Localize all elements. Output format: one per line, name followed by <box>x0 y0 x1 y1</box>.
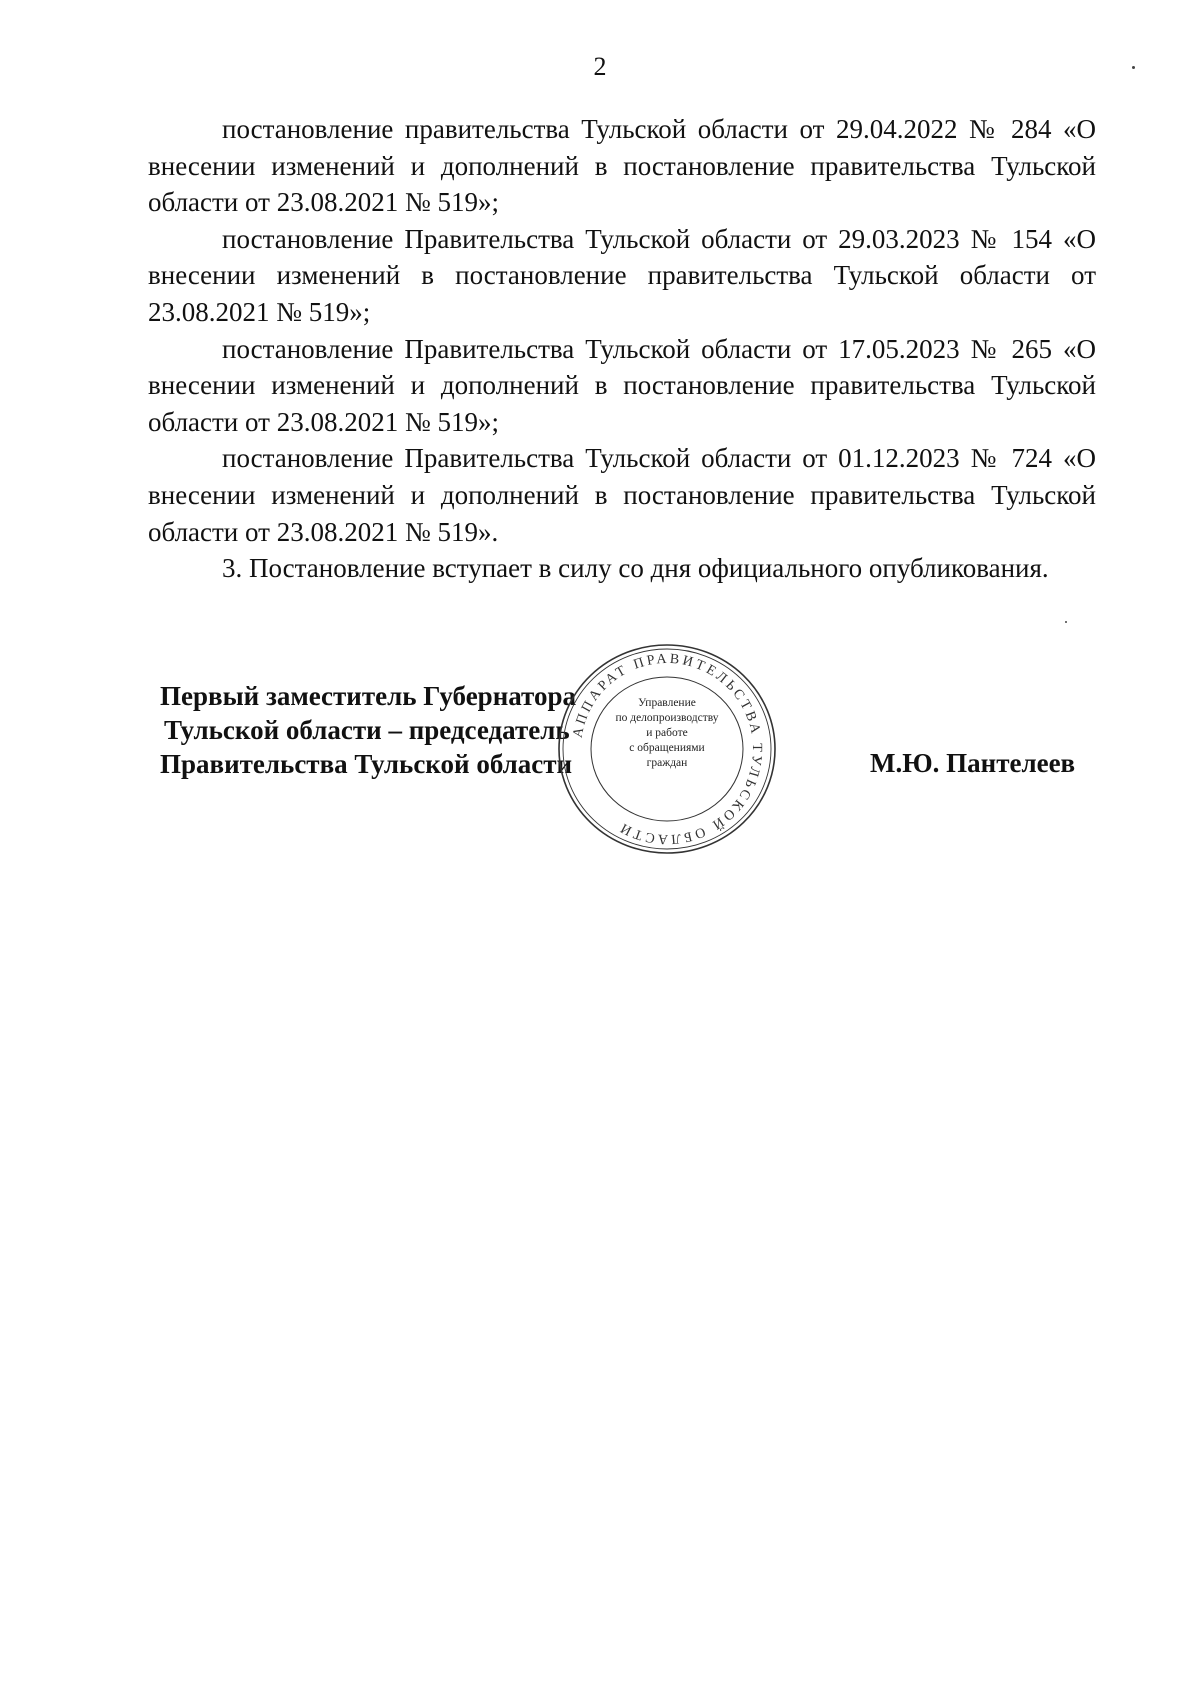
stamp-ring-text: АППАРАТ ПРАВИТЕЛЬСТВА ТУЛЬСКОЙ ОБЛАСТИ <box>570 651 765 847</box>
stamp-center-line: по делопроизводству <box>615 712 719 724</box>
signatory-name: М.Ю. Пантелеев <box>870 748 1076 778</box>
stamp-center-line: Управление <box>638 697 696 709</box>
signatory-position-line: Тульской области – председатель <box>164 715 570 745</box>
scan-speck <box>1132 66 1135 69</box>
paragraph-resolution-284: постановление правительства Тульской области от 29.04.2022 № 284 «О внесении изменений и дополнений в постановление правительства Тульской области от 23.08.2021 № 519»; <box>148 114 1096 218</box>
paragraph-resolution-154: постановление Правительства Тульской области от 29.03.2023 № 154 «О внесении изменений в постановление правительства Тульской области от 23.08.2021 № 519»; <box>148 223 1096 327</box>
signatory-position-line: Первый заместитель Губернатора <box>160 681 576 711</box>
paragraph-resolution-265: постановление Правительства Тульской области от 17.05.2023 № 265 «О внесении изменений и дополнений в постановление правительства Тульской области от 23.08.2021 № 519»; <box>148 333 1096 437</box>
document-body <box>148 111 1096 587</box>
stamp-center-text <box>599 696 735 771</box>
page-number: 2 <box>593 52 607 81</box>
paragraph-resolution-724: постановление Правительства Тульской области от 01.12.2023 № 724 «О внесении изменений и дополнений в постановление правительства Тульской области от 23.08.2021 № 519». <box>148 443 1096 547</box>
stamp-center-line: граждан <box>646 757 688 769</box>
official-stamp <box>553 638 781 860</box>
paragraph-effective-date: 3. Постановление вступает в силу со дня официального опубликования. <box>222 553 1049 584</box>
scan-speck <box>1065 621 1067 623</box>
stamp-center-line: с обращениями <box>629 742 705 754</box>
signatory-position-line: Правительства Тульской области <box>160 749 573 779</box>
stamp-center-line: и работе <box>646 727 688 739</box>
signatory-position <box>160 679 576 781</box>
